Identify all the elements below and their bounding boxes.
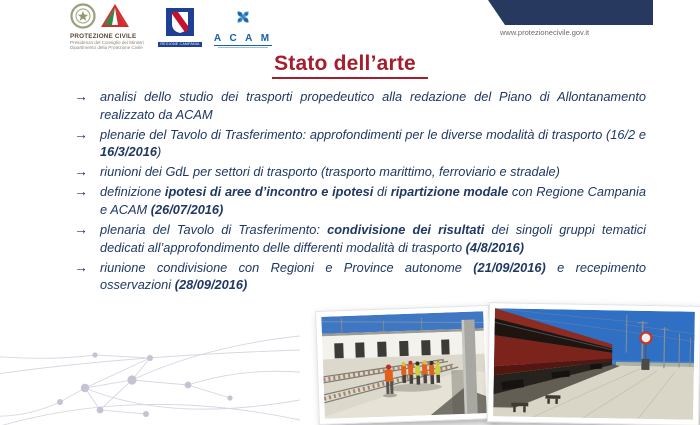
bullet-text: di (373, 184, 391, 200)
bullet-text: plenarie del Tavolo di Trasferimento: approfondimenti per le diverse modalità di trasporto (16/2 e (100, 126, 646, 142)
bullet-text-bold: (4/8/2016) (465, 239, 524, 255)
arrow-bullet-icon: → (74, 125, 88, 142)
bullet-text: riunione condivisione con Regioni e Province autonome (100, 259, 474, 275)
list-item (74, 221, 646, 256)
bullet-text-bold: (21/09/2016) (473, 259, 546, 275)
protezione-civile-logo (70, 5, 148, 50)
bullet-text: analisi dello studio dei trasporti propedeutico alla redazione del Piano di Allontanamento realizzato da ACAM (100, 89, 646, 122)
dipartimento-subtitle: Dipartimento della Protezione Civile (70, 45, 143, 50)
network-decoration-icon (0, 328, 300, 425)
regione-campania-label: REGIONE CAMPANIA (158, 42, 202, 47)
bullet-text: ) (156, 144, 162, 160)
campania-shield-icon (166, 23, 194, 40)
acam-logo (212, 8, 274, 48)
page-title: Stato dell’arte (272, 52, 428, 79)
list-item (74, 88, 646, 123)
bullet-list (74, 88, 646, 297)
header-banner (488, 0, 653, 25)
regione-campania-logo (158, 8, 202, 47)
bullet-text-bold: condivisione dei risultati (327, 222, 485, 238)
arrow-bullet-icon: → (74, 88, 88, 104)
website-url: www.protezionecivile.gov.it (500, 28, 590, 37)
list-item (74, 259, 646, 294)
arrow-bullet-icon: → (74, 258, 88, 275)
bullet-text: e recepimento osservazioni (100, 259, 646, 293)
bullet-text: riunioni dei GdL per settori di trasporto (trasporto marittimo, ferroviario e stradale) (100, 164, 560, 180)
arrow-bullet-icon: → (74, 183, 88, 200)
bullet-text-bold: (26/07/2016) (150, 202, 224, 218)
acam-divider (214, 45, 272, 46)
bullet-text: definizione (100, 184, 165, 200)
protezione-civile-triangle-icon (100, 3, 130, 34)
acam-label: A C A M (213, 33, 273, 44)
photo-red-train (487, 302, 700, 425)
presidenza-subtitle: Presidenza del Consiglio dei Ministri (70, 40, 144, 45)
list-item (74, 126, 646, 161)
photo-railyard-visit (315, 305, 493, 425)
list-item (74, 183, 646, 218)
bullet-text-bold: ipotesi di aree d’incontro e ipotesi (164, 184, 374, 200)
acam-subline (218, 47, 268, 48)
bullet-text-bold: 16/3/2016 (100, 144, 157, 160)
protezione-civile-label: PROTEZIONE CIVILE (70, 33, 137, 40)
bullet-text: con Regione Campania e ACAM (100, 184, 646, 218)
bullet-text: dei singoli gruppi tematici dedicati all’approfondimento delle differenti modalità di trasporto (100, 222, 647, 255)
arrow-bullet-icon: → (74, 163, 88, 180)
presidenza-emblem-icon (70, 3, 96, 34)
arrow-bullet-icon: → (74, 221, 88, 238)
list-item (74, 163, 646, 181)
acam-pinwheel-icon (232, 15, 254, 32)
bullet-text-bold: (28/09/2016) (174, 277, 248, 293)
bullet-text: plenaria del Tavolo di Trasferimento: (100, 222, 328, 238)
bullet-text-bold: ripartizione modale (390, 184, 509, 200)
